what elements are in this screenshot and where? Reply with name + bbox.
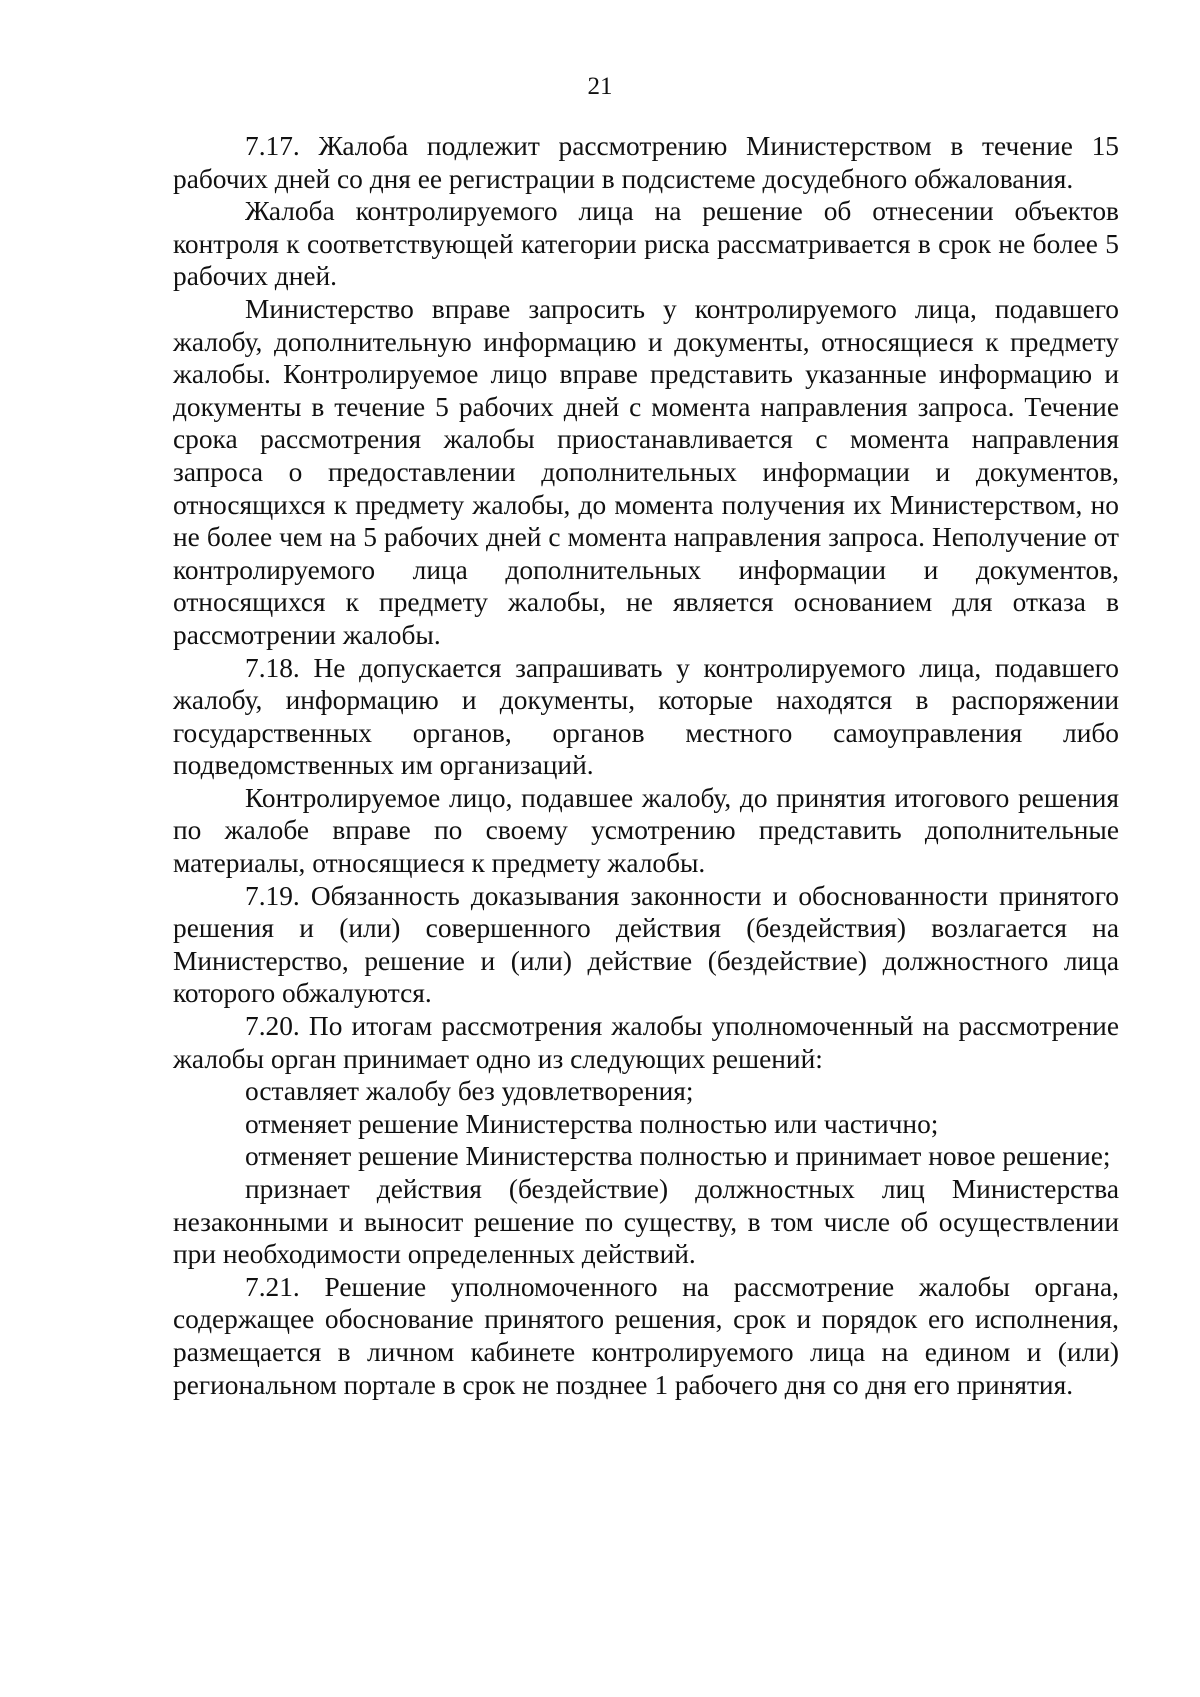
- paragraph-7-18: 7.18. Не допускается запрашивать у контролируемого лица, подавшего жалобу, информацию и документы, которые находятся в распоряжении государственных органов, органов местного самоуправления либо подведомственных им организаций.: [173, 652, 1119, 781]
- list-item-decision-leave: оставляет жалобу без удовлетворения;: [245, 1076, 694, 1107]
- paragraph-additional-materials: Контролируемое лицо, подавшее жалобу, до принятия итогового решения по жалобе вправе по своему усмотрению представить дополнительные материалы, относящиеся к предмету жалобы.: [173, 782, 1119, 879]
- document-body: [173, 130, 1119, 1401]
- paragraph-7-19: 7.19. Обязанность доказывания законности и обоснованности принятого решения и (или) совершенного действия (бездействия) возлагается на Министерство, решение и (или) действие (бездействие) должностного лица которого обжалуются.: [173, 880, 1119, 1009]
- list-item-decision-cancel-partial: отменяет решение Министерства полностью или частично;: [245, 1108, 939, 1139]
- list-item-decision-unlawful: признает действия (бездействие) должностных лиц Министерства незаконными и выносит решение по существу, в том числе об осуществлении при необходимости определенных действий.: [173, 1174, 1119, 1270]
- paragraph-complaint-risk-category: Жалоба контролируемого лица на решение об отнесении объектов контроля к соответствующей категории риска рассматривается в срок не более 5 рабочих дней.: [173, 196, 1119, 292]
- page-number: 21: [587, 73, 613, 100]
- paragraph-additional-information-request: Министерство вправе запросить у контролируемого лица, подавшего жалобу, дополнительную информацию и документы, относящиеся к предмету жалобы. Контролируемое лицо вправе представить указанные информацию и документы в течение 5 рабочих дней с момента направления запроса. Течение срока рассмотрения жалобы приостанавливается с момента направления запроса о предоставлении дополнительных информации и документов, относящихся к предмету жалобы, до момента получения их Министерством, но не более чем на 5 рабочих дней с момента направления запроса. Неполучение от контролируемого лица дополнительных информации и документов, относящихся к предмету жалобы, не является основанием для отказа в рассмотрении жалобы.: [173, 293, 1119, 650]
- paragraph-7-17: 7.17. Жалоба подлежит рассмотрению Министерством в течение 15 рабочих дней со дня ее регистрации в подсистеме досудебного обжалования.: [173, 131, 1119, 194]
- paragraph-7-21: 7.21. Решение уполномоченного на рассмотрение жалобы органа, содержащее обоснование принятого решения, срок и порядок его исполнения, размещается в личном кабинете контролируемого лица на едином и (или) региональном портале в срок не позднее 1 рабочего дня со дня его принятия.: [173, 1271, 1119, 1400]
- list-item-decision-cancel-new: отменяет решение Министерства полностью и принимает новое решение;: [245, 1141, 1111, 1172]
- paragraph-7-20: 7.20. По итогам рассмотрения жалобы уполномоченный на рассмотрение жалобы орган принимает одно из следующих решений:: [173, 1011, 1119, 1074]
